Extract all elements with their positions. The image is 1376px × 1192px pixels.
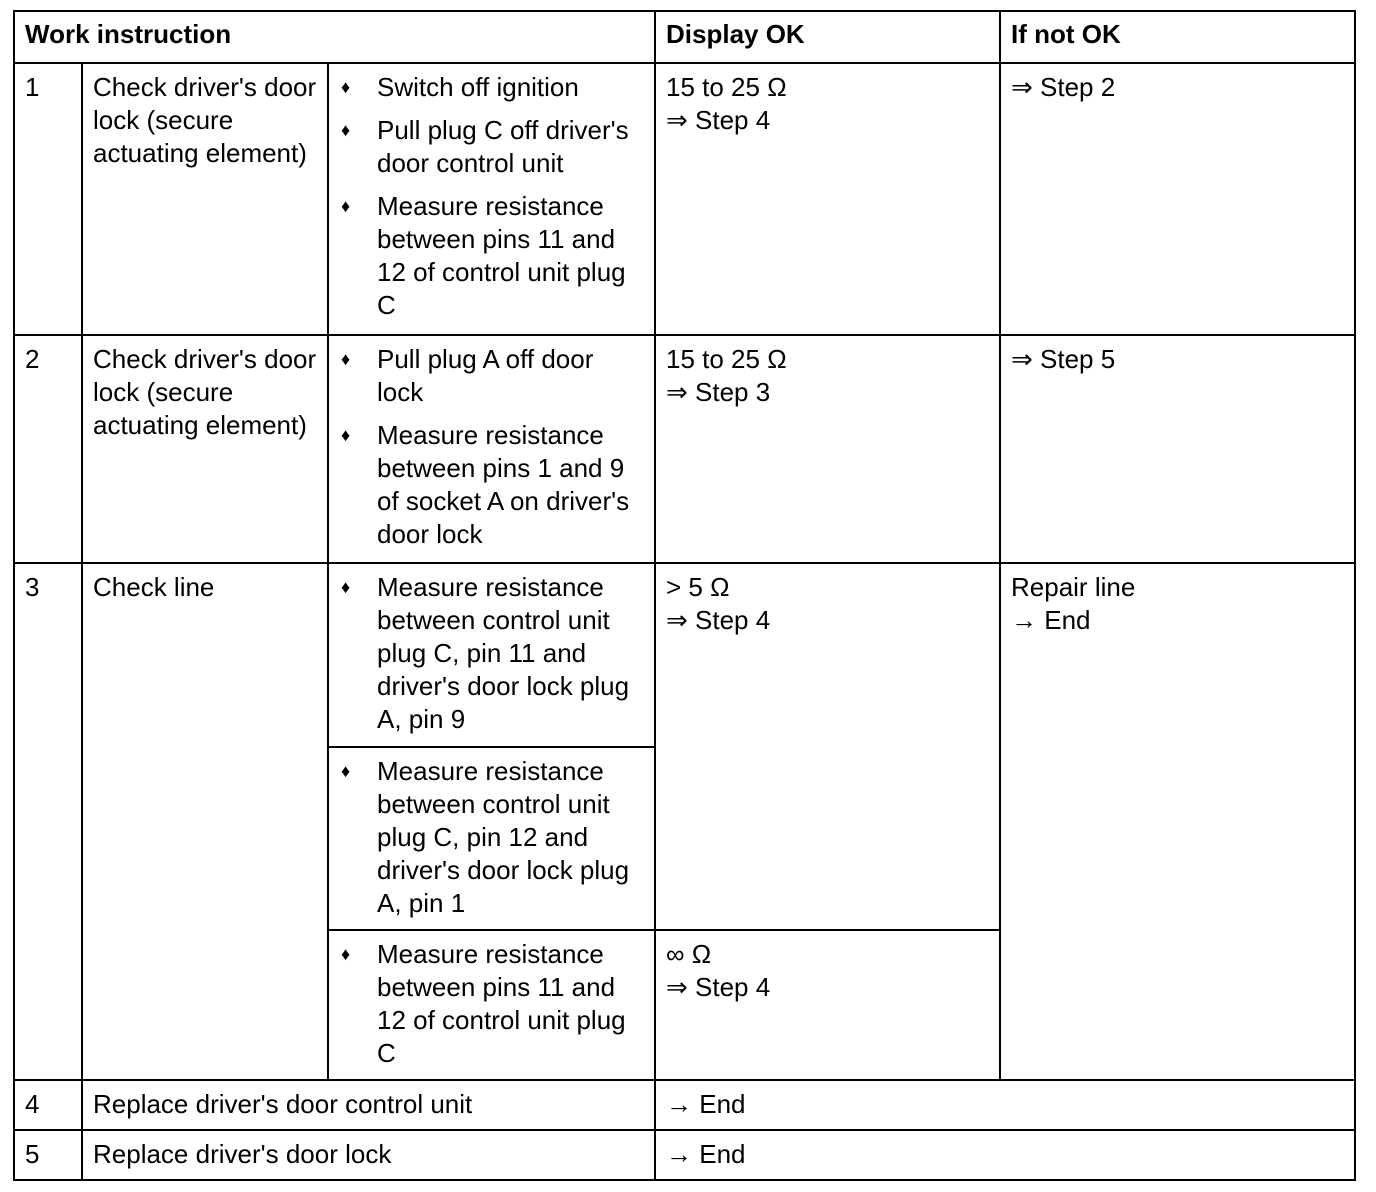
display-ok-value: 15 to 25 Ω <box>666 72 787 102</box>
step-instruction: Check line <box>82 563 328 1080</box>
header-display-ok: Display OK <box>655 11 1000 63</box>
display-ok-value: > 5 Ω <box>666 572 730 602</box>
step-number: 2 <box>14 335 82 563</box>
display-ok-next-step: ⇒ Step 4 <box>666 605 771 635</box>
action-item <box>339 938 644 1070</box>
step-actions <box>328 63 655 335</box>
step-number: 1 <box>14 63 82 335</box>
step-result: → End <box>655 1130 1355 1180</box>
header-work-instruction: Work instruction <box>14 11 655 63</box>
action-item <box>339 114 644 180</box>
diamond-bullet-icon: ♦ <box>341 944 351 964</box>
step-actions <box>328 747 655 930</box>
action-text: Measure resistance between control unit plug C, pin 11 and driver's door lock plug A, pin 9 <box>377 572 630 734</box>
step-number: 3 <box>14 563 82 1080</box>
action-text: Measure resistance between control unit plug C, pin 12 and driver's door lock plug A, pin 1 <box>377 756 630 918</box>
step-result: → End <box>655 1080 1355 1130</box>
work-instruction-table <box>13 10 1356 1181</box>
table-row-step-4 <box>14 1080 1355 1130</box>
display-ok-cell <box>655 563 1000 930</box>
if-not-ok-action: Repair line <box>1011 572 1136 602</box>
header-if-not-ok: If not OK <box>1000 11 1355 63</box>
table-row-step-3 <box>14 563 1355 747</box>
table-row-step-1 <box>14 63 1355 335</box>
step-number: 5 <box>14 1130 82 1180</box>
table-row-step-2 <box>14 335 1355 563</box>
action-item <box>339 571 644 736</box>
action-text: Pull plug A off door lock <box>377 344 594 407</box>
header-row <box>14 11 1355 63</box>
action-item <box>339 190 644 322</box>
action-item <box>339 71 644 104</box>
diamond-bullet-icon: ♦ <box>341 120 351 140</box>
action-text: Measure resistance between pins 11 and 12 of control unit plug C <box>377 191 626 320</box>
if-not-ok-cell: ⇒ Step 2 <box>1000 63 1355 335</box>
if-not-ok-cell: ⇒ Step 5 <box>1000 335 1355 563</box>
diamond-bullet-icon: ♦ <box>341 77 351 97</box>
if-not-ok-cell <box>1000 563 1355 1080</box>
diamond-bullet-icon: ♦ <box>341 425 351 445</box>
step-actions <box>328 335 655 563</box>
step-actions <box>328 930 655 1080</box>
step-instruction: Replace driver's door control unit <box>82 1080 655 1130</box>
diamond-bullet-icon: ♦ <box>341 196 351 216</box>
action-text: Measure resistance between pins 11 and 12 of control unit plug C <box>377 939 626 1068</box>
display-ok-next-step: ⇒ Step 3 <box>666 377 771 407</box>
step-instruction: Replace driver's door lock <box>82 1130 655 1180</box>
diamond-bullet-icon: ♦ <box>341 577 351 597</box>
table-row-step-5 <box>14 1130 1355 1180</box>
action-item <box>339 755 644 920</box>
if-not-ok-next: → End <box>1011 605 1091 635</box>
step-number: 4 <box>14 1080 82 1130</box>
step-instruction: Check driver's door lock (secure actuating element) <box>82 63 328 335</box>
step-actions <box>328 563 655 747</box>
action-text: Switch off ignition <box>377 72 579 102</box>
action-item <box>339 419 644 551</box>
display-ok-next-step: ⇒ Step 4 <box>666 972 771 1002</box>
display-ok-cell <box>655 930 1000 1080</box>
display-ok-value: ∞ Ω <box>666 939 712 969</box>
step-instruction: Check driver's door lock (secure actuating element) <box>82 335 328 563</box>
display-ok-cell <box>655 63 1000 335</box>
display-ok-cell <box>655 335 1000 563</box>
diamond-bullet-icon: ♦ <box>341 761 351 781</box>
action-text: Measure resistance between pins 1 and 9 of socket A on driver's door lock <box>377 420 630 549</box>
diamond-bullet-icon: ♦ <box>341 349 351 369</box>
display-ok-value: 15 to 25 Ω <box>666 344 787 374</box>
action-text: Pull plug C off driver's door control unit <box>377 115 629 178</box>
display-ok-next-step: ⇒ Step 4 <box>666 105 771 135</box>
action-item <box>339 343 644 409</box>
